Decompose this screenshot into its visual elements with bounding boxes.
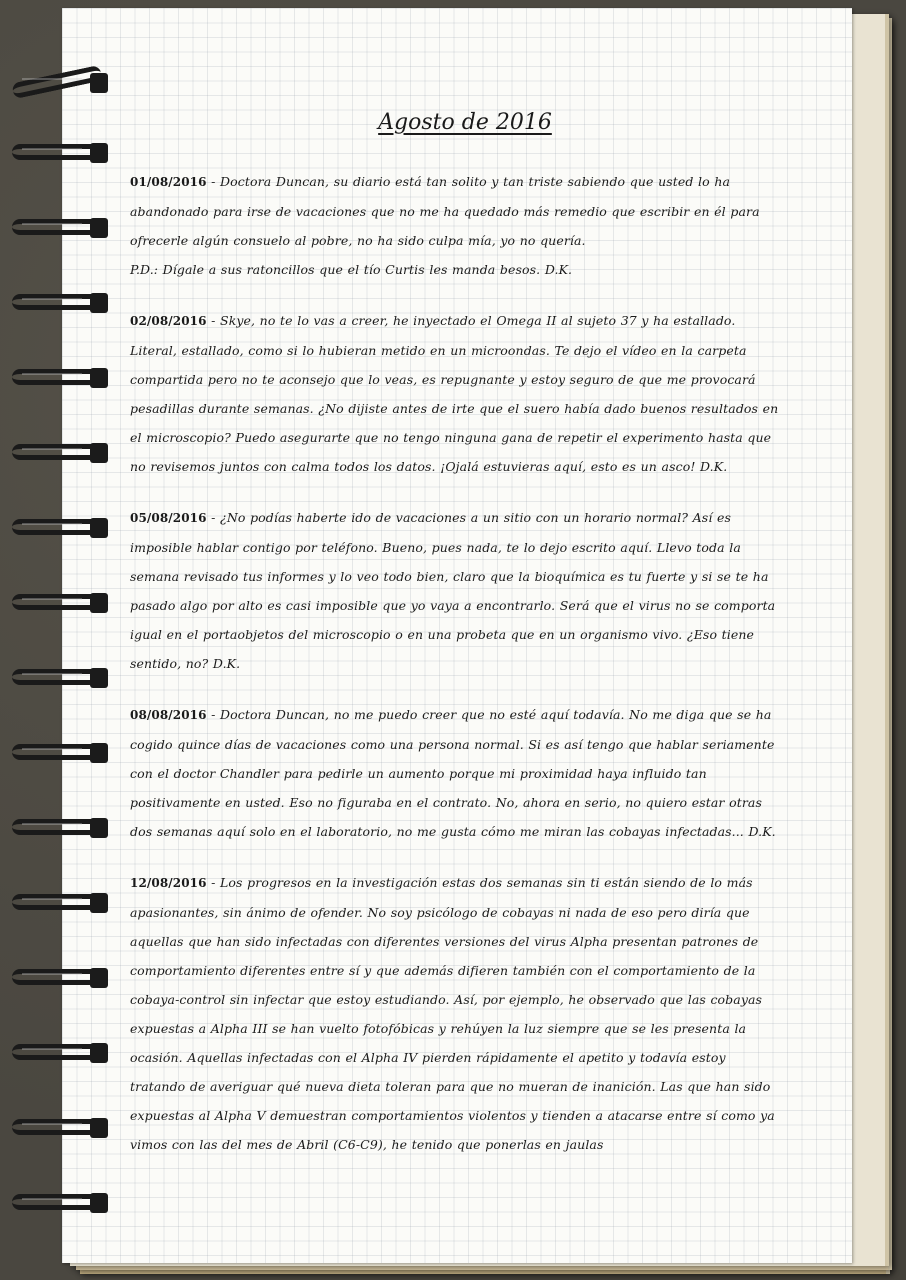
entry-date: 12/08/2016: [130, 876, 207, 890]
spiral-ring: [12, 1190, 106, 1216]
spiral-ring: [12, 515, 106, 541]
entry-postscript: P.D.: Dígale a sus ratoncillos que el tío Curtis les manda besos. D.K.: [130, 262, 573, 277]
spiral-ring: [12, 365, 106, 391]
entry-date: 01/08/2016: [130, 175, 207, 189]
spiral-ring: [12, 590, 106, 616]
diary-entry-3: [130, 503, 780, 678]
spiral-ring: [12, 440, 106, 466]
spiral-ring: [12, 70, 106, 96]
spiral-ring: [12, 815, 106, 841]
diary-entry-2: [130, 306, 780, 481]
entry-date: 02/08/2016: [130, 314, 207, 328]
spiral-ring: [12, 1115, 106, 1141]
spiral-ring: [12, 290, 106, 316]
spiral-ring: [12, 740, 106, 766]
page-title: Agosto de 2016: [378, 110, 552, 135]
entry-text: - Doctora Duncan, no me puedo creer que no esté aquí todavía. No me diga que se ha cogido quince días de vacaciones como una persona normal. Si es así tengo que hablar seriamente con el doctor Chandler para pedirle un aumento porque mi proximidad haya influido tan positivamente en usted. Eso no figuraba en el contrato. No, ahora en serio, no quiero estar otras dos semanas aquí solo en el laboratorio, no me gusta cómo me miran las cobayas infectadas... D.K.: [130, 707, 776, 839]
entry-text: - Doctora Duncan, su diario está tan solito y tan triste sabiendo que usted lo ha abandonado para irse de vacaciones que no me ha quedado más remedio que escribir en él para ofrecerle algún consuelo al pobre, no ha sido culpa mía, yo no quería.: [130, 174, 760, 248]
spiral-ring: [12, 215, 106, 241]
entry-text: - Los progresos en la investigación estas dos semanas sin ti están siendo de lo más apasionantes, sin ánimo de ofender. No soy psicólogo de cobayas ni nada de eso pero diría que aquellas que han sido infectadas con diferentes versiones del virus Alpha presentan patrones de comportamiento diferentes entre sí y que además difieren también con el comportamiento de la cobaya-control sin infectar que estoy estudiando. Así, por ejemplo, he observado que las cobayas expuestas a Alpha III se han vuelto fotofóbicas y rehúyen la luz siempre que se les presenta la ocasión. Aquellas infectadas con el Alpha IV pierden rápidamente el apetito y todavía estoy tratando de averiguar qué nueva dieta toleran para que no mueran de inanición. Las que han sido expuestas al Alpha V demuestran comportamientos violentos y tienden a atacarse entre sí como ya vimos con las del mes de Abril (C6-C9), he tenido que ponerlas en jaulas: [130, 875, 775, 1152]
page-content: [130, 110, 780, 1181]
spiral-ring: [12, 965, 106, 991]
entry-text: - ¿No podías haberte ido de vacaciones a un sitio con un horario normal? Así es imposible hablar contigo por teléfono. Bueno, pues nada, te lo dejo escrito aquí. Llevo toda la semana revisado tus informes y lo veo todo bien, claro que la bioquímica es tu fuerte y si se te ha pasado algo por alto es casi imposible que yo vaya a encontrarlo. Será que el virus no se comporta igual en el portaobjetos del microscopio o en una probeta que en un organismo vivo. ¿Eso tiene sentido, no? D.K.: [130, 510, 776, 671]
diary-entry-4: [130, 700, 780, 846]
spiral-ring: [12, 890, 106, 916]
diary-entry-1: [130, 167, 780, 284]
entry-text: - Skye, no te lo vas a creer, he inyectado el Omega II al sujeto 37 y ha estallado. Literal, estallado, como si lo hubieran metido en un microondas. Te dejo el vídeo en la carpeta compartida pero no te aconsejo que lo veas, es repugnante y estoy seguro de que me provocará pesadillas durante semanas. ¿No dijiste antes de irte que el suero había dado buenos resultados en el microscopio? Puedo asegurarte que no tengo ninguna gana de repetir el experimento hasta que no revisemos juntos con calma todos los datos. ¡Ojalá estuvieras aquí, esto es un asco! D.K.: [130, 313, 779, 474]
spiral-ring: [12, 140, 106, 166]
spiral-ring: [12, 665, 106, 691]
spiral-ring: [12, 1040, 106, 1066]
entry-date: 05/08/2016: [130, 511, 207, 525]
diary-entry-5: [130, 868, 780, 1159]
entry-date: 08/08/2016: [130, 708, 207, 722]
